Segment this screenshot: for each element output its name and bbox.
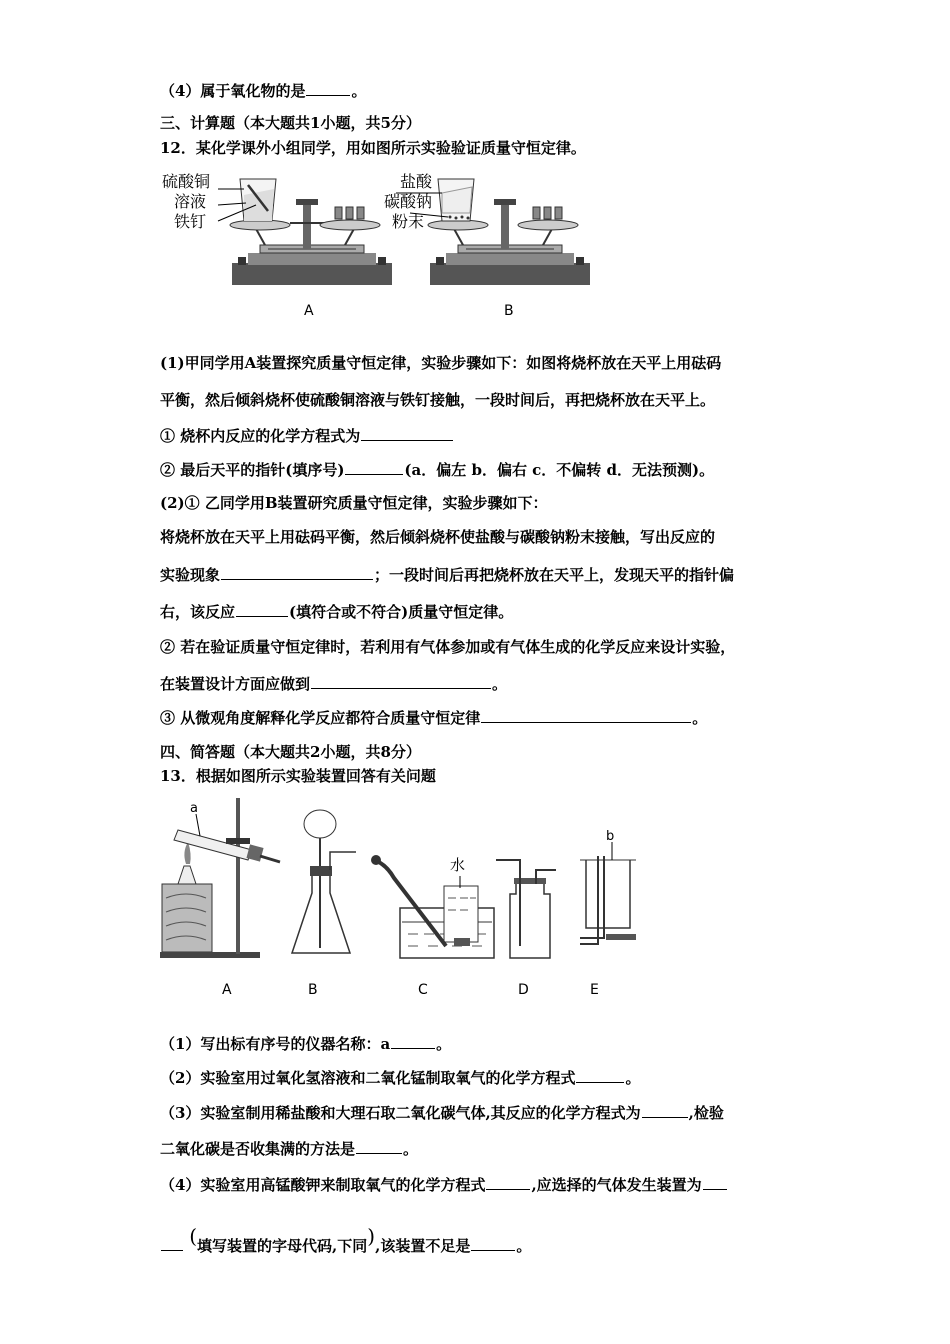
q12-p1-q1: ① 烧杯内反应的化学方程式为 bbox=[160, 425, 454, 446]
caption-e: E bbox=[590, 982, 599, 998]
label-a: a bbox=[190, 801, 198, 816]
q12-p2-line1: (2)① 乙同学用B装置研究质量守恒定律，实验步骤如下： bbox=[160, 494, 548, 512]
section3-title: 三、计算题（本大题共1小题，共5分） bbox=[160, 114, 421, 132]
fig-b-label-sodium-carbonate: 碳酸钠 bbox=[384, 192, 433, 211]
answer-blank[interactable] bbox=[306, 80, 350, 96]
fig-a-label-solution: 溶液 bbox=[174, 192, 207, 211]
fig-a-label-copper-sulfate: 硫酸铜 bbox=[162, 172, 211, 191]
q13-s4-line2: (填写装置的字母代码,下同),该装置不足是 。 bbox=[160, 1234, 531, 1256]
answer-blank[interactable] bbox=[486, 1174, 530, 1190]
q11-part4-end: 。 bbox=[351, 82, 367, 100]
q12-p2-line2: 将烧杯放在天平上用砝码平衡，然后倾斜烧杯使盐酸与碳酸钠粉末接触，写出反应的 bbox=[160, 528, 716, 546]
apparatus-a bbox=[160, 798, 280, 958]
q12-p2-q2-line1: ② 若在验证质量守恒定律时，若利用有气体参加或有气体生成的化学反应来设计实验， bbox=[160, 638, 736, 656]
q12-p2-q3: ③ 从微观角度解释化学反应都符合质量守恒定律 。 bbox=[160, 709, 708, 727]
apparatus-b bbox=[292, 810, 356, 953]
answer-blank[interactable] bbox=[221, 564, 373, 580]
q12-p1-line2: 平衡，然后倾斜烧杯使硫酸铜溶液与铁钉接触，一段时间后，再把烧杯放在天平上。 bbox=[160, 391, 716, 409]
label-water: 水 bbox=[450, 856, 466, 874]
q11-part4-line bbox=[160, 80, 366, 101]
fig-a-caption: A bbox=[304, 303, 314, 319]
apparatus-d bbox=[496, 860, 556, 958]
section4-title: 四、简答题（本大题共2小题，共8分） bbox=[160, 743, 421, 761]
q12-p1-line1: (1)甲同学用A装置探究质量守恒定律，实验步骤如下：如图将烧杯放在天平上用砝码 bbox=[160, 354, 722, 372]
q12-stem: 12．某化学课外小组同学，用如图所示实验验证质量守恒定律。 bbox=[160, 139, 586, 157]
answer-blank[interactable] bbox=[236, 601, 288, 617]
fig-a-label-iron-nail: 铁钉 bbox=[174, 212, 207, 231]
caption-b: B bbox=[308, 982, 318, 998]
q13-stem: 13．根据如图所示实验装置回答有关问题 bbox=[160, 767, 436, 785]
q12-p1-q2: ② 最后天平的指针(填序号) (a．偏左 b．偏右 c．不偏转 d．无法预测)。 bbox=[160, 461, 715, 479]
label-b: b bbox=[606, 829, 615, 844]
q13-figure bbox=[160, 798, 650, 1003]
balance-a bbox=[218, 179, 392, 285]
fig-b-caption: B bbox=[504, 303, 514, 319]
q12-figure bbox=[160, 165, 600, 320]
answer-blank[interactable] bbox=[703, 1174, 727, 1190]
answer-blank[interactable] bbox=[356, 1138, 402, 1154]
answer-blank[interactable] bbox=[642, 1102, 688, 1118]
q13-s3-line2: 二氧化碳是否收集满的方法是 。 bbox=[160, 1140, 419, 1158]
q12-p2-q2-line2: 在装置设计方面应做到 。 bbox=[160, 675, 508, 693]
apparatus-e bbox=[580, 842, 636, 944]
answer-blank[interactable] bbox=[345, 459, 403, 475]
q13-s2: （2）实验室用过氧化氢溶液和二氧化锰制取氧气的化学方程式 。 bbox=[160, 1069, 641, 1087]
apparatus-c bbox=[371, 855, 494, 958]
caption-a: A bbox=[222, 982, 232, 998]
fig-b-label-hcl: 盐酸 bbox=[400, 172, 433, 191]
q12-p2-line4: 右，该反应 (填符合或不符合)质量守恒定律。 bbox=[160, 603, 514, 621]
caption-c: C bbox=[418, 982, 428, 998]
answer-blank[interactable] bbox=[576, 1067, 624, 1083]
answer-blank[interactable] bbox=[161, 1235, 183, 1251]
fig-b-label-powder: 粉末 bbox=[392, 212, 425, 231]
answer-blank[interactable] bbox=[481, 707, 691, 723]
answer-blank[interactable] bbox=[471, 1235, 515, 1251]
q11-part4-text: （4）属于氧化物的是 bbox=[160, 82, 306, 100]
q13-s4-line1: （4）实验室用高锰酸钾来制取氧气的化学方程式 ,应选择的气体发生装置为 bbox=[160, 1174, 728, 1195]
q13-s1: （1）写出标有序号的仪器名称：a 。 bbox=[160, 1035, 452, 1053]
q13-s3-line1: （3）实验室制用稀盐酸和大理石取二氧化碳气体,其反应的化学方程式为 ,检验 bbox=[160, 1104, 724, 1122]
answer-blank[interactable] bbox=[361, 425, 453, 441]
caption-d: D bbox=[518, 982, 529, 998]
q12-p2-line3: 实验现象 ；一段时间后再把烧杯放在天平上，发现天平的指针偏 bbox=[160, 566, 735, 584]
answer-blank[interactable] bbox=[311, 673, 491, 689]
answer-blank[interactable] bbox=[391, 1033, 435, 1049]
